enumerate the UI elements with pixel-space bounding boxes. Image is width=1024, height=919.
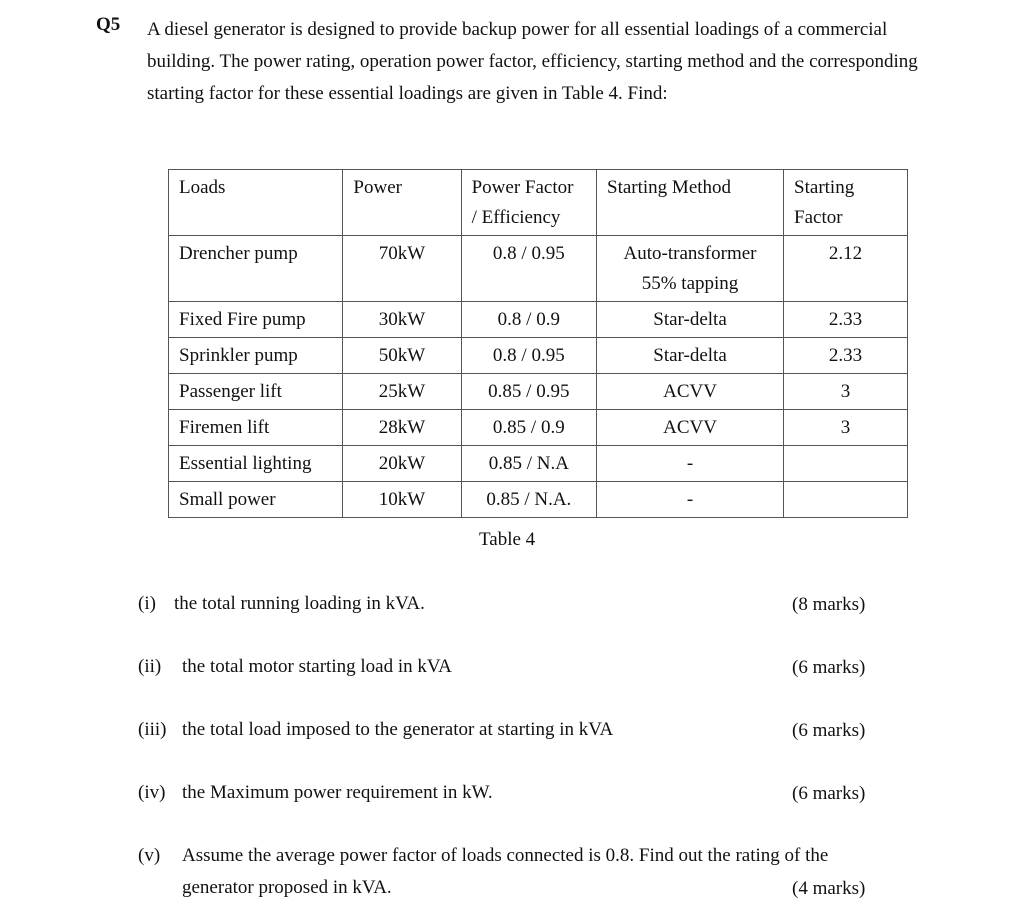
part-text-line2: generator proposed in kVA.: [182, 877, 392, 898]
table-row: [169, 338, 908, 374]
table-row: [169, 302, 908, 338]
part-marks: (6 marks): [792, 783, 866, 804]
part-text-line1: Assume the average power factor of loads connected is 0.8. Find out the rating of the: [182, 845, 829, 866]
part-text: the Maximum power requirement in kW.: [182, 782, 493, 803]
cell-sf: 2.33: [784, 338, 908, 374]
part-v-continued: [182, 872, 392, 904]
cell-method-line2: 55% tapping: [641, 273, 739, 294]
cell-load: Passenger lift: [169, 374, 343, 410]
cell-method: Star-delta: [597, 338, 784, 374]
cell-sf: 2.12: [784, 236, 908, 302]
part-text: the total running loading in kVA.: [174, 593, 425, 614]
header-loads: Loads: [169, 170, 343, 236]
cell-load: Sprinkler pump: [169, 338, 343, 374]
header-pf-line2: / Efficiency: [471, 207, 561, 228]
header-power: Power: [343, 170, 461, 236]
part-label: (iii): [138, 719, 167, 740]
cell-load: Firemen lift: [169, 410, 343, 446]
part-label: (iv): [138, 782, 166, 803]
cell-sf: 3: [784, 374, 908, 410]
cell-power: 30kW: [343, 302, 461, 338]
table-header-row: [169, 170, 908, 236]
header-pf-line1: Power Factor: [471, 177, 574, 198]
part-v: [138, 840, 828, 872]
cell-pf: 0.8 / 0.95: [461, 236, 596, 302]
cell-method: [597, 236, 784, 302]
cell-pf: 0.85 / N.A.: [461, 482, 596, 518]
part-label: (ii): [138, 656, 162, 677]
part-marks: (4 marks): [792, 878, 866, 899]
cell-power: 50kW: [343, 338, 461, 374]
part-ii: [138, 651, 452, 683]
cell-method: -: [597, 446, 784, 482]
cell-method: Star-delta: [597, 302, 784, 338]
cell-load: Fixed Fire pump: [169, 302, 343, 338]
cell-sf: [784, 482, 908, 518]
cell-sf: 2.33: [784, 302, 908, 338]
question-number: Q5: [96, 14, 121, 35]
cell-pf: 0.8 / 0.95: [461, 338, 596, 374]
cell-pf: 0.85 / 0.95: [461, 374, 596, 410]
header-starting-factor: [784, 170, 908, 236]
cell-method: ACVV: [597, 410, 784, 446]
part-marks: (6 marks): [792, 720, 866, 741]
part-text: the total motor starting load in kVA: [182, 656, 452, 677]
cell-load: Small power: [169, 482, 343, 518]
cell-power: 70kW: [343, 236, 461, 302]
part-label: (v): [138, 845, 161, 866]
loads-table: [168, 169, 908, 518]
header-sf-line1: Starting: [794, 177, 855, 198]
header-starting-method: Starting Method: [597, 170, 784, 236]
cell-load: Essential lighting: [169, 446, 343, 482]
part-iv: [138, 777, 493, 809]
cell-load: Drencher pump: [169, 236, 343, 302]
header-power-factor: [461, 170, 596, 236]
question-text: A diesel generator is designed to provide backup power for all essential loadings of a commercial building. The power rating, operation power factor, efficiency, starting method and the corresponding starting factor for these essential loadings are given in Table 4. Find:: [147, 19, 918, 104]
table-row: [169, 374, 908, 410]
cell-power: 25kW: [343, 374, 461, 410]
part-text: the total load imposed to the generator at starting in kVA: [182, 719, 614, 740]
cell-sf: [784, 446, 908, 482]
part-label: (i): [138, 593, 156, 614]
cell-power: 28kW: [343, 410, 461, 446]
cell-power: 20kW: [343, 446, 461, 482]
cell-method: -: [597, 482, 784, 518]
table-row: [169, 446, 908, 482]
cell-pf: 0.8 / 0.9: [461, 302, 596, 338]
cell-pf: 0.85 / 0.9: [461, 410, 596, 446]
table-row: [169, 410, 908, 446]
table-row: [169, 482, 908, 518]
part-i: [138, 588, 425, 620]
part-marks: (8 marks): [792, 594, 866, 615]
cell-sf: 3: [784, 410, 908, 446]
cell-pf: 0.85 / N.A: [461, 446, 596, 482]
cell-method: ACVV: [597, 374, 784, 410]
cell-method-line1: Auto-transformer: [623, 243, 757, 264]
cell-power: 10kW: [343, 482, 461, 518]
part-marks: (6 marks): [792, 657, 866, 678]
part-iii: [138, 714, 613, 746]
table-caption: Table 4: [479, 529, 536, 550]
header-sf-line2: Factor: [794, 207, 843, 228]
table-row: [169, 236, 908, 302]
